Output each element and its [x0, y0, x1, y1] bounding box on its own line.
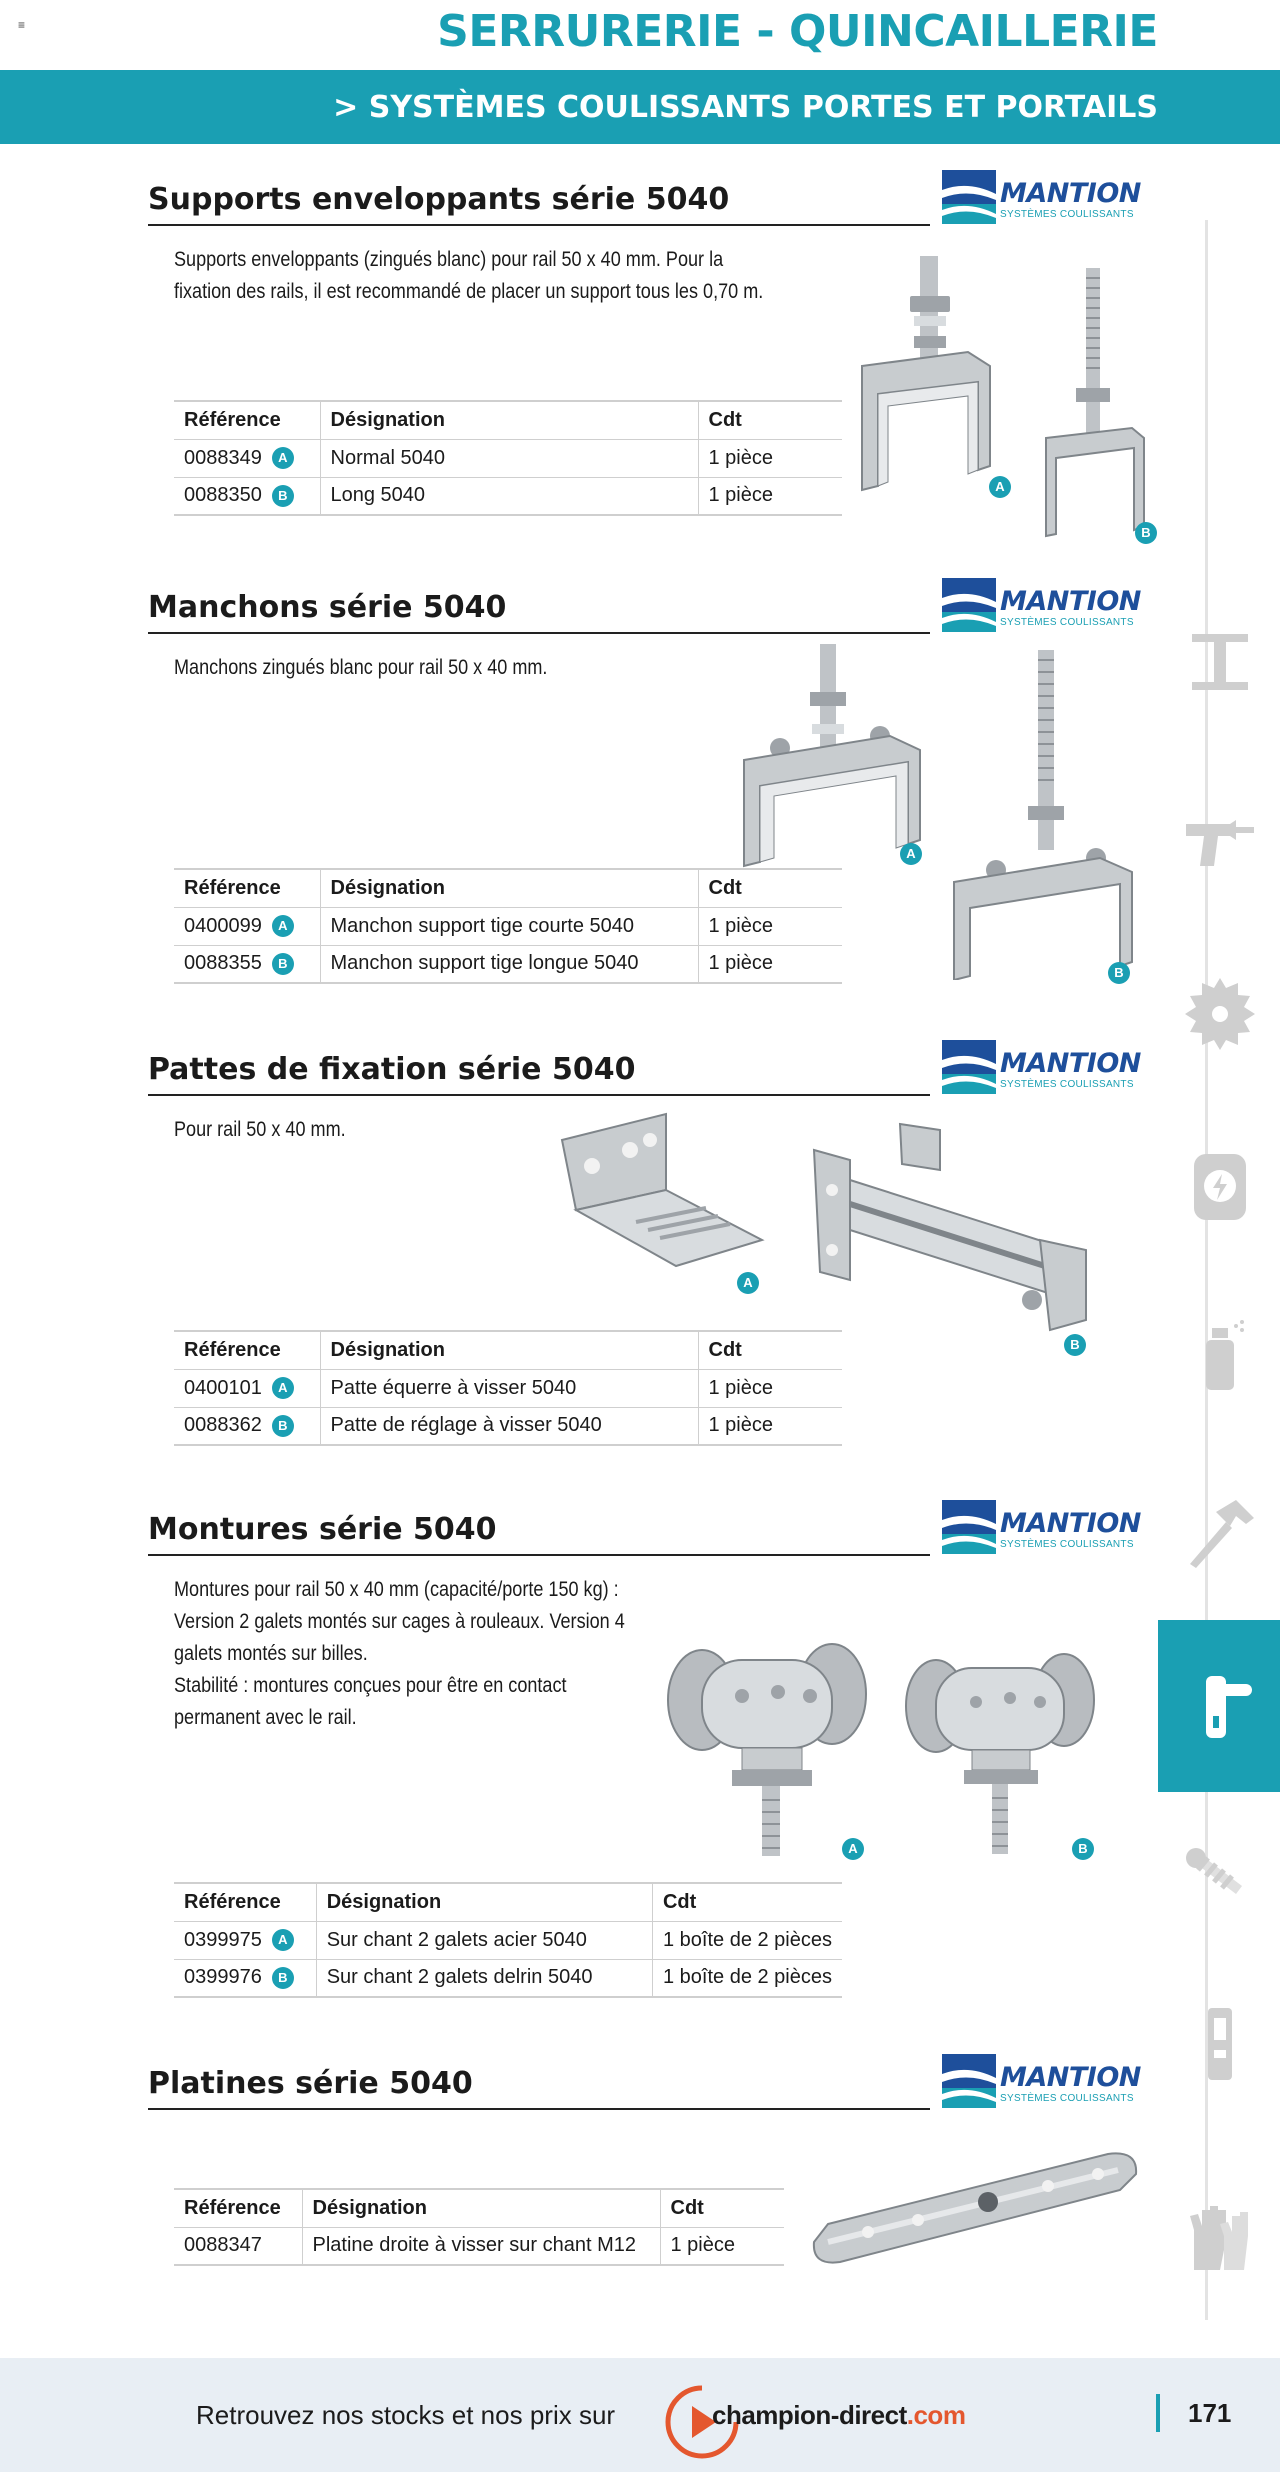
table-header-row: [174, 1883, 842, 1921]
mantion-logo-icon: [942, 578, 996, 632]
photo-label-b: B: [1072, 1838, 1094, 1860]
cell-designation: Sur chant 2 galets acier 5040: [316, 1921, 652, 1959]
badge-a: A: [272, 447, 294, 469]
table-row[interactable]: [174, 1921, 842, 1959]
cell-cdt: 1 pièce: [698, 477, 842, 515]
photo-label-a: A: [900, 843, 922, 865]
brand-logo: [942, 1500, 1141, 1556]
footer-text: Retrouvez nos stocks et nos prix sur: [196, 2400, 616, 2430]
photo-label-a: A: [737, 1272, 759, 1294]
photo-label-b: B: [1108, 962, 1130, 984]
product-table: [174, 1882, 842, 1998]
product-photo-support-b: [1040, 268, 1150, 538]
product-photo-patte-b: [810, 1120, 1090, 1340]
table-row[interactable]: [174, 2227, 784, 2265]
photo-label-a: A: [842, 1838, 864, 1860]
section-title: Montures série 5040: [148, 1512, 497, 1547]
photo-label-b: B: [1064, 1334, 1086, 1356]
cell-ref: 0088362 B: [174, 1407, 320, 1445]
badge-b: B: [272, 485, 294, 507]
mantion-logo-icon: [942, 170, 996, 224]
description-line: Pour rail 50 x 40 mm.: [174, 1118, 346, 1141]
brand-name: MANTION: [1000, 1508, 1141, 1539]
mantion-logo-icon: [942, 1040, 996, 1094]
spray-can-icon[interactable]: [1180, 1316, 1260, 1396]
cell-designation: Manchon support tige longue 5040: [320, 945, 698, 983]
table-header-row: [174, 1331, 842, 1369]
drill-icon[interactable]: [1180, 800, 1260, 880]
section-title: Supports enveloppants série 5040: [148, 182, 730, 217]
table-row[interactable]: [174, 477, 842, 515]
description-line: permanent avec le rail.: [174, 1706, 357, 1729]
product-table: [174, 400, 842, 516]
cell-cdt: 1 boîte de 2 pièces: [652, 1959, 842, 1997]
cell-ref: 0399975 A: [174, 1921, 316, 1959]
section-title: Platines série 5040: [148, 2066, 473, 2101]
header-cdt: Cdt: [652, 1883, 842, 1921]
brand-tagline: SYSTÈMES COULISSANTS: [1000, 1539, 1134, 1550]
section-title: Pattes de fixation série 5040: [148, 1052, 636, 1087]
badge-b: B: [272, 1967, 294, 1989]
cell-cdt: 1 pièce: [660, 2227, 784, 2265]
section-rule: [148, 1554, 930, 1556]
description-line: fixation des rails, il est recommandé de placer un support tous les 0,70 m.: [174, 280, 764, 303]
gloves-icon[interactable]: [1180, 2196, 1260, 2276]
header-cdt: Cdt: [660, 2189, 784, 2227]
cell-designation: Platine droite à visser sur chant M12: [302, 2227, 660, 2265]
cell-designation: Patte de réglage à visser 5040: [320, 1407, 698, 1445]
cell-cdt: 1 pièce: [698, 1407, 842, 1445]
header-cdt: Cdt: [698, 401, 842, 439]
header-designation: Désignation: [320, 1331, 698, 1369]
product-table: [174, 1330, 842, 1446]
product-photo-patte-a: [556, 1110, 766, 1270]
header-designation: Désignation: [302, 2189, 660, 2227]
product-photo-manchon-b: [950, 650, 1140, 980]
brand-tagline: SYSTÈMES COULISSANTS: [1000, 209, 1134, 220]
product-photo-support-a: [858, 256, 1008, 496]
cell-ref: 0088349 A: [174, 439, 320, 477]
brand-name: MANTION: [1000, 1048, 1141, 1079]
page-title: SERRURERIE - QUINCAILLERIE: [437, 6, 1158, 57]
brand-name: MANTION: [1000, 586, 1141, 617]
cell-cdt: 1 pièce: [698, 1369, 842, 1407]
cell-ref: 0399976 B: [174, 1959, 316, 1997]
table-row[interactable]: [174, 945, 842, 983]
cell-designation: Patte équerre à visser 5040: [320, 1369, 698, 1407]
mantion-logo-icon: [942, 1500, 996, 1554]
cell-ref: 0400099 A: [174, 907, 320, 945]
section-rule: [148, 1094, 930, 1096]
cell-cdt: 1 pièce: [698, 945, 842, 983]
description-line: Version 2 galets montés sur cages à rouleaux. Version 4: [174, 1610, 625, 1633]
brand-logo: [942, 2054, 1141, 2110]
cell-cdt: 1 boîte de 2 pièces: [652, 1921, 842, 1959]
footer-separator: [1156, 2394, 1160, 2432]
header-ref: Référence: [174, 1883, 316, 1921]
product-photo-platine: [808, 2146, 1140, 2270]
section-description: [174, 652, 547, 684]
cell-designation: Sur chant 2 galets delrin 5040: [316, 1959, 652, 1997]
description-line: Montures pour rail 50 x 40 mm (capacité/porte 150 kg) :: [174, 1578, 619, 1601]
door-handle-icon[interactable]: [1180, 1666, 1260, 1746]
badge-b: B: [272, 1415, 294, 1437]
cell-cdt: 1 pièce: [698, 439, 842, 477]
header-cdt: Cdt: [698, 1331, 842, 1369]
header-ref: Référence: [174, 401, 320, 439]
section-rule: [148, 2108, 930, 2110]
description-line: Stabilité : montures conçues pour être en contact: [174, 1674, 567, 1697]
table-row[interactable]: [174, 1407, 842, 1445]
electrical-panel-icon[interactable]: [1180, 1146, 1260, 1226]
beam-icon[interactable]: [1180, 622, 1260, 702]
brand-tagline: SYSTÈMES COULISSANTS: [1000, 2093, 1134, 2104]
page-number: 171: [1188, 2398, 1232, 2428]
section-description: [174, 1574, 625, 1734]
product-table: [174, 868, 842, 984]
brand-tagline: SYSTÈMES COULISSANTS: [1000, 617, 1134, 628]
brand-name: MANTION: [1000, 178, 1141, 209]
saw-blade-icon[interactable]: [1180, 974, 1260, 1054]
description-line: Manchons zingués blanc pour rail 50 x 40 mm.: [174, 656, 548, 679]
footer: [0, 2358, 1280, 2472]
screw-anchor-icon[interactable]: [1180, 1836, 1260, 1916]
subtitle-band: [0, 70, 1280, 144]
brand-tagline: SYSTÈMES COULISSANTS: [1000, 1079, 1134, 1090]
header-ref: Référence: [174, 1331, 320, 1369]
cell-ref: 0088355 B: [174, 945, 320, 983]
photo-label-a: A: [989, 476, 1011, 498]
brand-logo: [942, 170, 1141, 226]
badge-a: A: [272, 1377, 294, 1399]
cell-designation: Normal 5040: [320, 439, 698, 477]
section-description: [174, 1114, 346, 1146]
brand-name: MANTION: [1000, 2062, 1141, 2093]
header-designation: Désignation: [320, 401, 698, 439]
section-rule: [148, 224, 930, 226]
cell-ref: 0088350 B: [174, 477, 320, 515]
badge-a: A: [272, 915, 294, 937]
header-designation: Désignation: [316, 1883, 652, 1921]
description-line: galets montés sur billes.: [174, 1642, 368, 1665]
description-line: Supports enveloppants (zingués blanc) pour rail 50 x 40 mm. Pour la: [174, 248, 724, 271]
header-ref: Référence: [174, 2189, 302, 2227]
cell-ref: 0400101 A: [174, 1369, 320, 1407]
section-title: Manchons série 5040: [148, 590, 507, 625]
menu-icon[interactable]: ≡: [18, 18, 26, 32]
product-table: [174, 2188, 784, 2266]
table-header-row: [174, 2189, 784, 2227]
table-row[interactable]: [174, 1369, 842, 1407]
page-subtitle: > SYSTÈMES COULISSANTS PORTES ET PORTAILS: [333, 90, 1158, 125]
table-row[interactable]: [174, 1959, 842, 1997]
cell-designation: Manchon support tige courte 5040: [320, 907, 698, 945]
badge-a: A: [272, 1929, 294, 1951]
product-photo-manchon-a: [740, 640, 930, 870]
section-description: [174, 244, 763, 308]
cell-designation: Long 5040: [320, 477, 698, 515]
cell-ref: 0088347: [174, 2227, 302, 2265]
product-photo-monture-b: [900, 1642, 1100, 1862]
header-cdt: Cdt: [698, 869, 842, 907]
footer-brand-link[interactable]: champion-direct.com: [712, 2400, 966, 2430]
product-photo-monture-a: [662, 1630, 872, 1860]
hammer-icon[interactable]: [1180, 1492, 1260, 1572]
table-row[interactable]: [174, 907, 842, 945]
photo-label-b: B: [1135, 522, 1157, 544]
header-ref: Référence: [174, 869, 320, 907]
table-row[interactable]: [174, 439, 842, 477]
cell-cdt: 1 pièce: [698, 907, 842, 945]
badge-b: B: [272, 953, 294, 975]
section-rule: [148, 632, 930, 634]
mantion-logo-icon: [942, 2054, 996, 2108]
table-header-row: [174, 401, 842, 439]
header-designation: Désignation: [320, 869, 698, 907]
table-header-row: [174, 869, 842, 907]
door-lock-icon[interactable]: [1180, 2004, 1260, 2084]
brand-logo: [942, 578, 1141, 634]
brand-logo: [942, 1040, 1141, 1096]
